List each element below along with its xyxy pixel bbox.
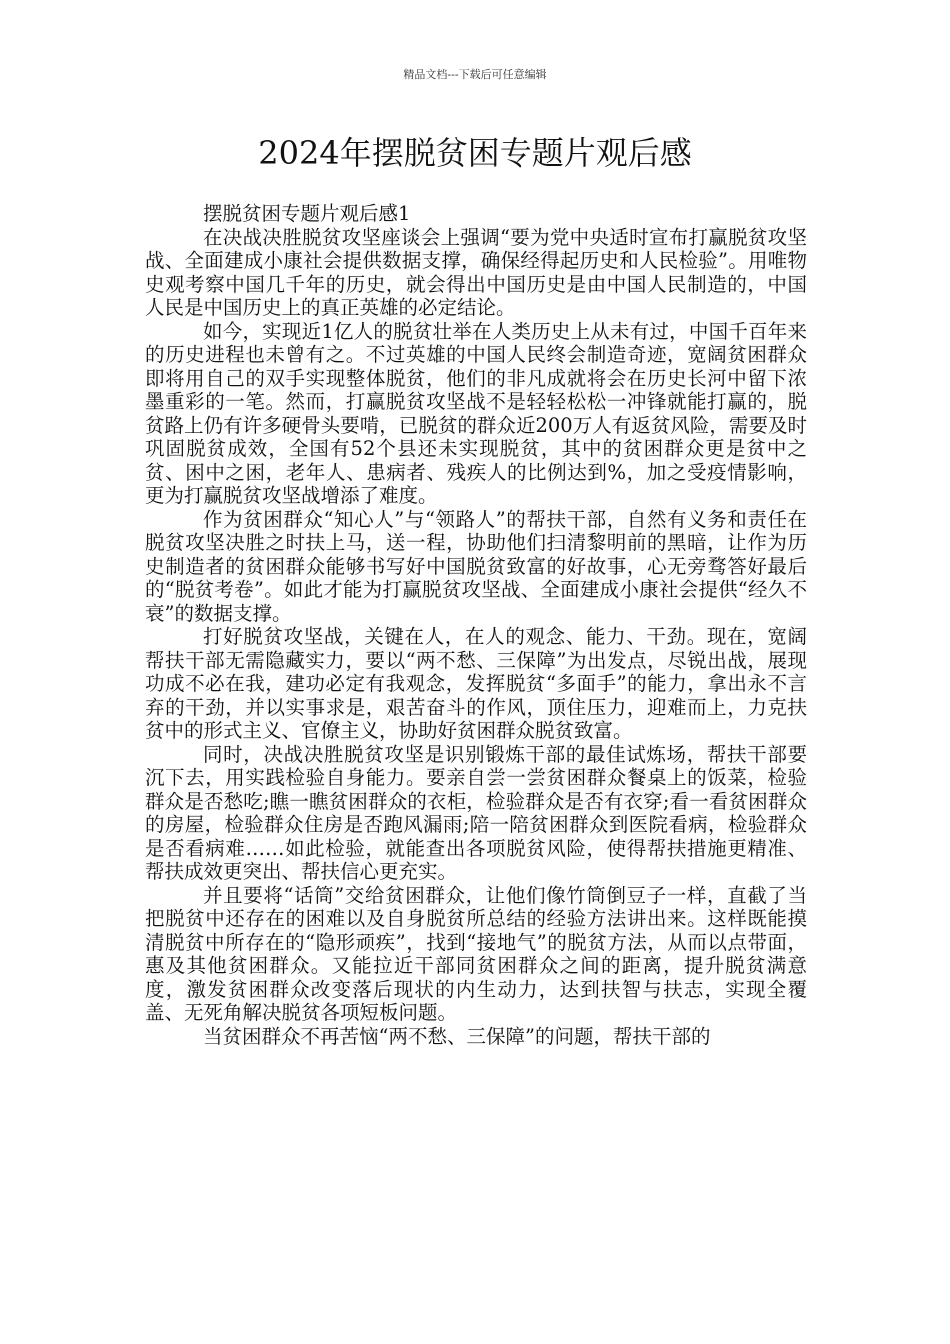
document-body (145, 202, 807, 1048)
header-note: 精品文档---下载后可任意编辑 (403, 68, 547, 81)
paragraph-5: 同时，决战决胜脱贫攻坚是识别锻炼干部的最佳试炼场，帮扶干部要沉下去，用实践检验自身能力。要亲自尝一尝贫困群众餐桌上的饭菜，检验群众是否愁吃;瞧一瞧贫困群众的衣柜，检验群众是否有衣穿;看一看贫困群众的房屋，检验群众住房是否跑风漏雨;陪一陪贫困群众到医院看病，检验群众是否看病难……如此检验，就能查出各项脱贫风险，使得帮扶措施更精准、帮扶成效更突出、帮扶信心更充实。 (145, 742, 807, 883)
paragraph-1: 在决战决胜脱贫攻坚座谈会上强调“要为党中央适时宣布打赢脱贫攻坚战、全面建成小康社会提供数据支撑，确保经得起历史和人民检验”。用唯物史观考察中国几千年的历史，就会得出中国历史是由中国人民制造的，中国人民是中国历史上的真正英雄的必定结论。 (145, 225, 807, 319)
section-subheading: 摆脱贫困专题片观后感1 (203, 202, 411, 225)
paragraph-7: 当贫困群众不再苦恼“两不愁、三保障”的问题，帮扶干部的 (203, 1024, 711, 1048)
document-title: 2024年摆脱贫困专题片观后感 (258, 134, 692, 172)
paragraph-2: 如今，实现近1亿人的脱贫壮举在人类历史上从未有过，中国千百年来的历史进程也未曾有之。不过英雄的中国人民终会制造奇迹，宽阔贫困群众即将用自己的双手实现整体脱贫，他们的非凡成就将会在历史长河中留下浓墨重彩的一笔。然而，打赢脱贫攻坚战不是轻轻松松一冲锋就能打赢的，脱贫路上仍有许多硬骨头要啃，已脱贫的群众近200万人有返贫风险，需要及时巩固脱贫成效，全国有52个县还未实现脱贫，其中的贫困群众更是贫中之贫、困中之困，老年人、患病者、残疾人的比例达到%，加之受疫情影响，更为打赢脱贫攻坚战增添了难度。 (145, 319, 807, 507)
paragraph-3: 作为贫困群众“知心人”与“领路人”的帮扶干部，自然有义务和责任在脱贫攻坚决胜之时扶上马，送一程，协助他们扫清黎明前的黑暗，让作为历史制造者的贫困群众能够书写好中国脱贫致富的好故事，心无旁骛答好最后的“脱贫考卷”。如此才能为打赢脱贫攻坚战、全面建成小康社会提供“经久不衰”的数据支撑。 (145, 507, 807, 625)
paragraph-6: 并且要将“话筒”交给贫困群众，让他们像竹筒倒豆子一样，直截了当把脱贫中还存在的困难以及自身脱贫所总结的经验方法讲出来。这样既能摸清脱贫中所存在的“隐形顽疾”，找到“接地气”的脱贫方法，从而以点带面，惠及其他贫困群众。又能拉近干部同贫困群众之间的距离，提升脱贫满意度，激发贫困群众改变落后现状的内生动力，达到扶智与扶志，实现全覆盖、无死角解决脱贫各项短板问题。 (145, 883, 807, 1024)
paragraph-4: 打好脱贫攻坚战，关键在人，在人的观念、能力、干劲。现在，宽阔帮扶干部无需隐藏实力，要以“两不愁、三保障”为出发点，尽锐出战，展现功成不必在我，建功必定有我观念，发挥脱贫“多面手”的能力，拿出永不言弃的干劲，并以实事求是，艰苦奋斗的作风，顶住压力，迎难而上，力克扶贫中的形式主义、官僚主义，协助好贫困群众脱贫致富。 (145, 625, 807, 742)
